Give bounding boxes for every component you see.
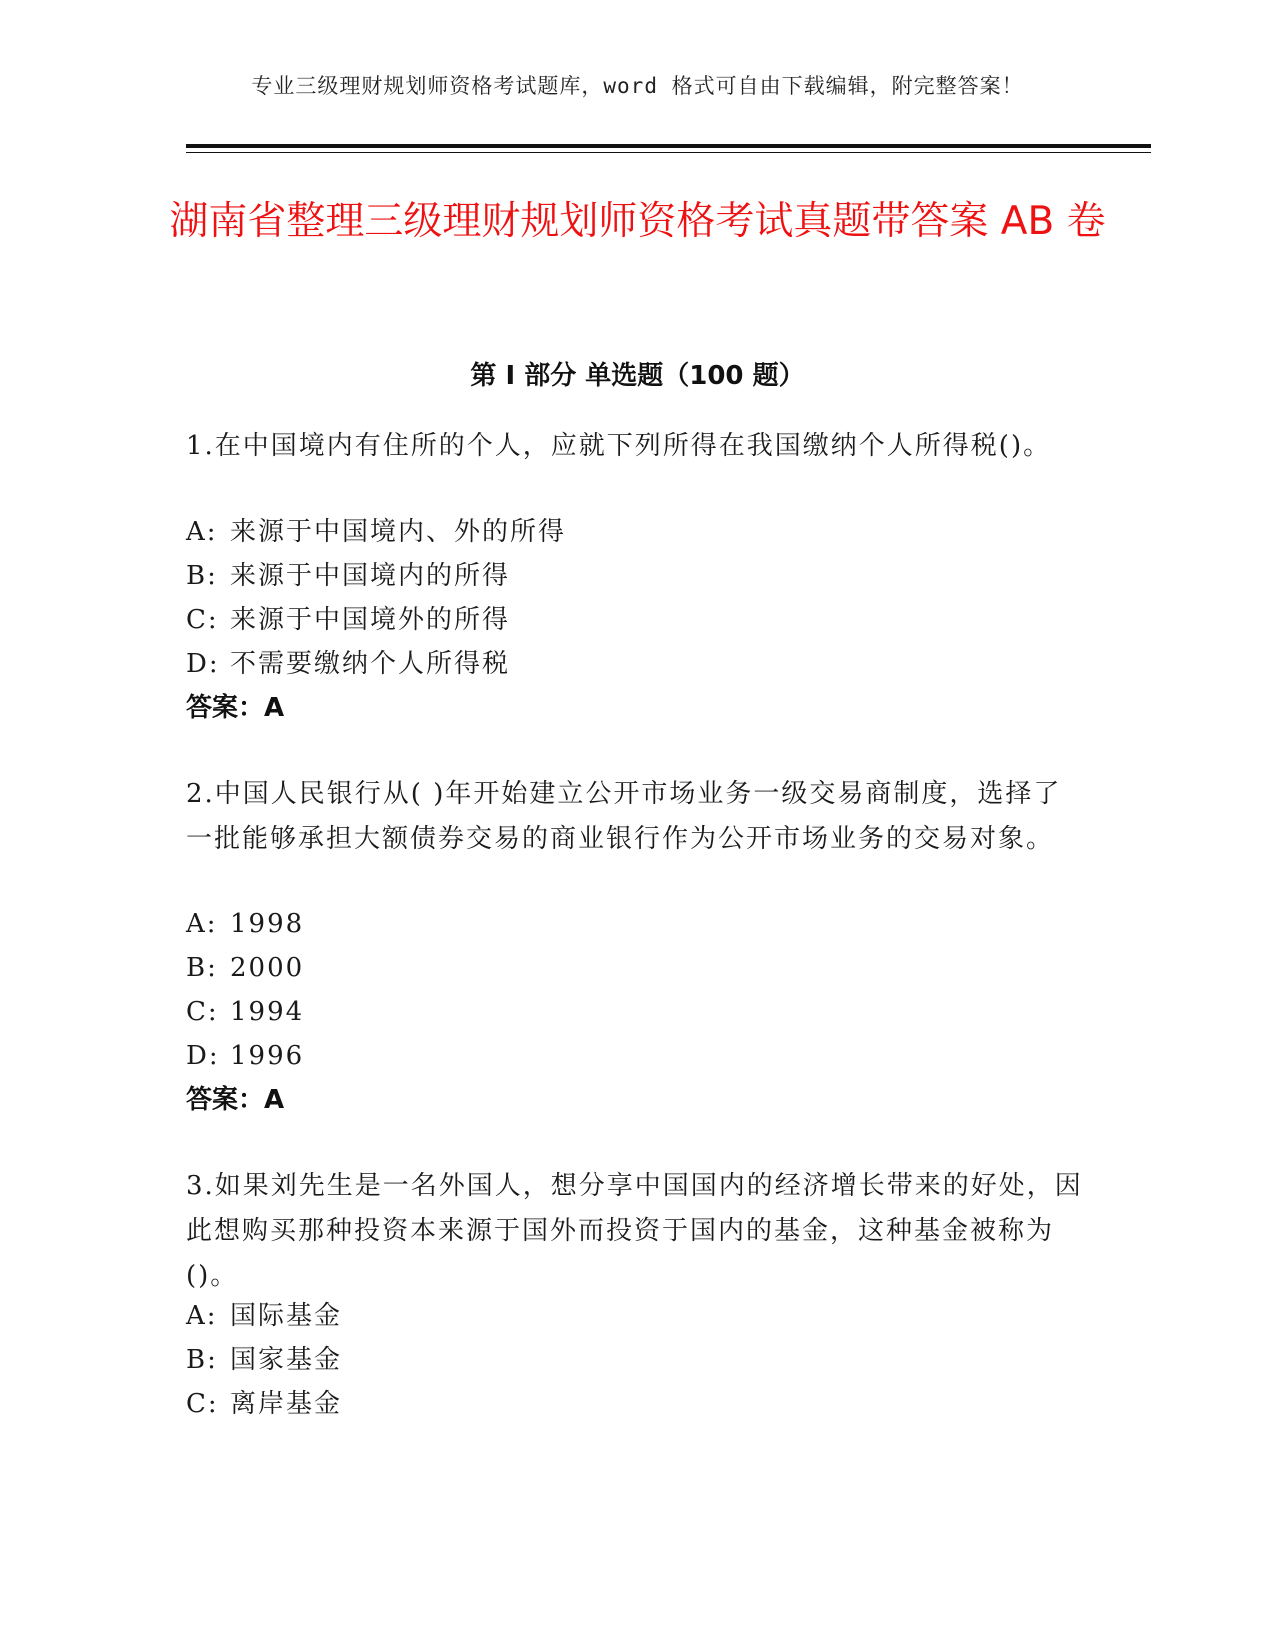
header-rule-thick xyxy=(186,144,1151,148)
option-item xyxy=(186,902,304,947)
option-letter: D: xyxy=(186,1041,220,1071)
answer-line xyxy=(186,686,284,731)
option-item xyxy=(186,554,510,599)
option-text: 不需要缴纳个人所得税 xyxy=(230,649,511,679)
option-text: 1994 xyxy=(230,997,305,1027)
option-item xyxy=(186,1382,342,1427)
header-note: 专业三级理财规划师资格考试题库，word 格式可自由下载编辑，附完整答案！ xyxy=(251,74,1024,98)
option-letter: C: xyxy=(186,997,219,1027)
question-stem: 1.在中国境内有住所的个人，应就下列所得在我国缴纳个人所得税()。 xyxy=(186,431,1052,461)
option-text: 2000 xyxy=(230,953,305,983)
option-text: 来源于中国境外的所得 xyxy=(230,605,511,635)
option-item xyxy=(186,1034,304,1079)
option-item xyxy=(186,990,304,1035)
answer-value: A xyxy=(264,1085,285,1115)
option-text: 1998 xyxy=(230,909,305,939)
option-letter: A: xyxy=(186,517,218,547)
option-item xyxy=(186,642,510,687)
option-letter: A: xyxy=(186,1301,218,1331)
option-letter: C: xyxy=(186,1389,219,1419)
option-text: 1996 xyxy=(230,1041,305,1071)
document-title: 湖南省整理三级理财规划师资格考试真题带答案 AB 卷 xyxy=(169,199,1106,244)
option-item xyxy=(186,946,304,991)
answer-label: 答案： xyxy=(186,693,265,723)
question-stem: 3.如果刘先生是一名外国人，想分享中国国内的经济增长带来的好处，因此想购买那种投资本来源于国外而投资于国内的基金，这种基金被称为()。 xyxy=(186,1171,1083,1291)
option-letter: B: xyxy=(186,1345,218,1375)
option-letter: D: xyxy=(186,649,220,679)
question-stem: 2.中国人民银行从( )年开始建立公开市场业务一级交易商制度，选择了一批能够承担大额债券交易的商业银行作为公开市场业务的交易对象。 xyxy=(186,779,1062,854)
option-letter: C: xyxy=(186,605,219,635)
option-letter: B: xyxy=(186,953,218,983)
option-item xyxy=(186,598,510,643)
option-text: 离岸基金 xyxy=(230,1389,343,1419)
option-text: 来源于中国境内的所得 xyxy=(230,561,511,591)
option-text: 来源于中国境内、外的所得 xyxy=(230,517,567,547)
option-letter: B: xyxy=(186,561,218,591)
option-item xyxy=(186,1338,342,1383)
option-text: 国际基金 xyxy=(230,1301,343,1331)
option-item xyxy=(186,1294,342,1339)
answer-label: 答案： xyxy=(186,1085,265,1115)
option-item xyxy=(186,510,566,555)
answer-value: A xyxy=(264,693,285,723)
header-rule-thin xyxy=(186,152,1151,153)
option-text: 国家基金 xyxy=(230,1345,343,1375)
answer-line xyxy=(186,1078,284,1123)
section-title: 第 I 部分 单选题（100 题） xyxy=(470,361,805,391)
option-letter: A: xyxy=(186,909,218,939)
